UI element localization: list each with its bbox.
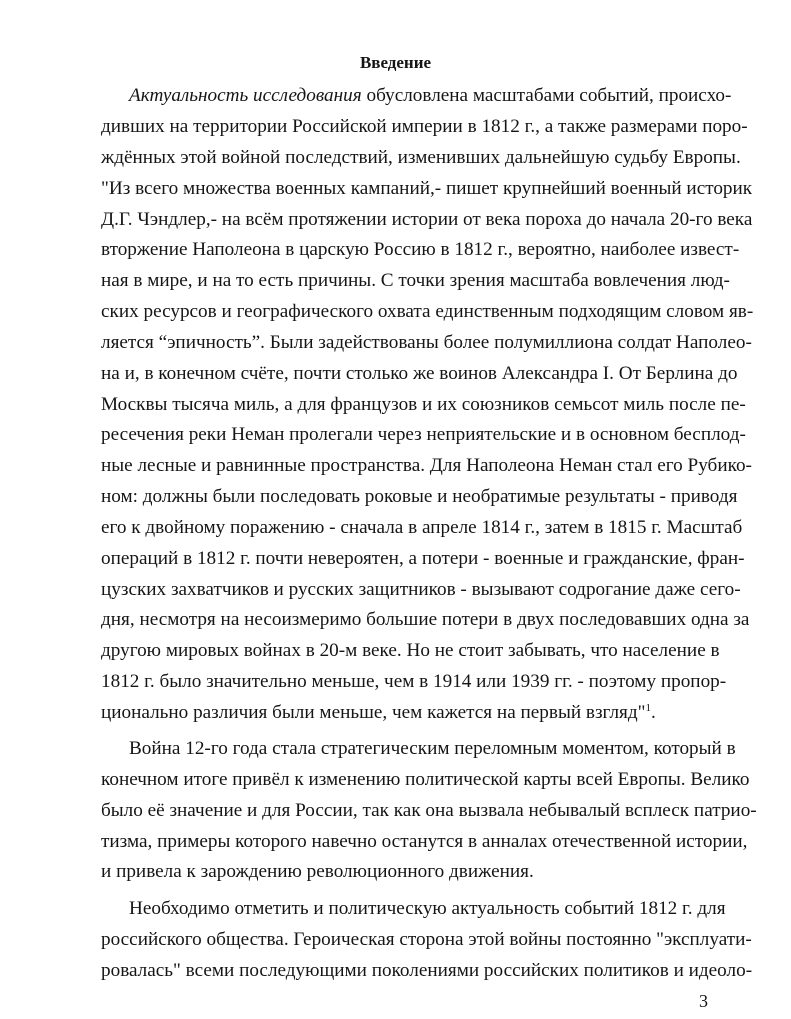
- text-line: на и, в конечном счёте, почти столько же воинов Александра I. От Берлина до: [101, 363, 738, 384]
- text-line: "Из всего множества военных кампаний,- пишет крупнейший военный историк: [101, 178, 753, 199]
- text-line: ровалась" всеми последующими поколениями российских политиков и идеоло-: [101, 960, 753, 981]
- text-line: ских ресурсов и географического охвата единственным подходящим словом яв-: [101, 301, 754, 322]
- text-line: вторжение Наполеона в царскую Россию в 1812 г., вероятно, наиболее извест-: [101, 239, 740, 260]
- footnote-mark: 1: [645, 702, 651, 714]
- last-line-text: ционально различия были меньше, чем кажется на первый взгляд": [101, 702, 646, 723]
- text-line: его к двойному поражению - сначала в апреле 1814 г., затем в 1815 г. Масштаб: [101, 517, 743, 538]
- text-line: и привела к зарождению революционного движения.: [101, 861, 534, 882]
- text-line: ная в мире, и на то есть причины. С точки зрения масштаба вовлечения люд-: [101, 270, 730, 291]
- italic-lead: Актуальность исследования: [129, 85, 362, 106]
- text-line: цузских захватчиков и русских защитников - вызывают содрогание даже сего-: [101, 579, 741, 600]
- text-line: [101, 699, 710, 727]
- text-line: операций в 1812 г. почти невероятен, а потери - военные и гражданские, фран-: [101, 548, 745, 569]
- page-number: 3: [699, 991, 708, 1011]
- text-line: дивших на территории Российской империи в 1812 г., а также размерами поро-: [101, 116, 748, 137]
- text-line: другою мировых войнах в 20-м веке. Но не стоит забывать, что население в: [101, 640, 720, 661]
- text-line: конечном итоге привёл к изменению политической карты всей Европы. Велико: [101, 769, 750, 790]
- line-rest: обусловлена масштабами событий, происхо-: [361, 85, 732, 106]
- text-line: ном: должны были последовать роковые и необратимые результаты - приводя: [101, 486, 738, 507]
- text-line: Д.Г. Чэндлер,- на всём протяжении истории от века пороха до начала 20-го века: [101, 209, 753, 230]
- text-line: ляется “эпичность”. Были задействованы более полумиллиона солдат Наполео-: [101, 332, 752, 353]
- text-line: Необходимо отметить и политическую актуальность событий 1812 г. для: [129, 898, 726, 919]
- text-line: Москвы тысяча миль, а для французов и их союзников семьсот миль после пе-: [101, 394, 746, 415]
- text-line: ные лесные и равнинные пространства. Для Наполеона Неман стал его Рубико-: [101, 455, 752, 476]
- text-line: тизма, примеры которого навечно останутся в анналах отечественной истории,: [101, 831, 748, 852]
- text-line: российского общества. Героическая сторона этой войны постоянно "эксплуати-: [101, 929, 752, 950]
- text-line: дня, несмотря на несоизмеримо большие потери в двух последовавших одна за: [101, 609, 750, 630]
- page-title: Введение: [359, 53, 432, 72]
- text-line: ждённых этой войной последствий, изменивших дальнейшую судьбу Европы.: [101, 147, 741, 168]
- last-line-end: .: [650, 702, 656, 723]
- text-line: было её значение и для России, так как она вызвала небывалый всплеск патрио-: [101, 800, 757, 821]
- text-line: 1812 г. было значительно меньше, чем в 1914 или 1939 гг. - поэтому пропор-: [101, 671, 727, 692]
- text-line: Война 12-го года стала стратегическим переломным моментом, который в: [129, 738, 736, 759]
- text-line: [129, 82, 732, 110]
- text-line: ресечения реки Неман пролегали через неприятельские и в основном бесплод-: [101, 424, 746, 445]
